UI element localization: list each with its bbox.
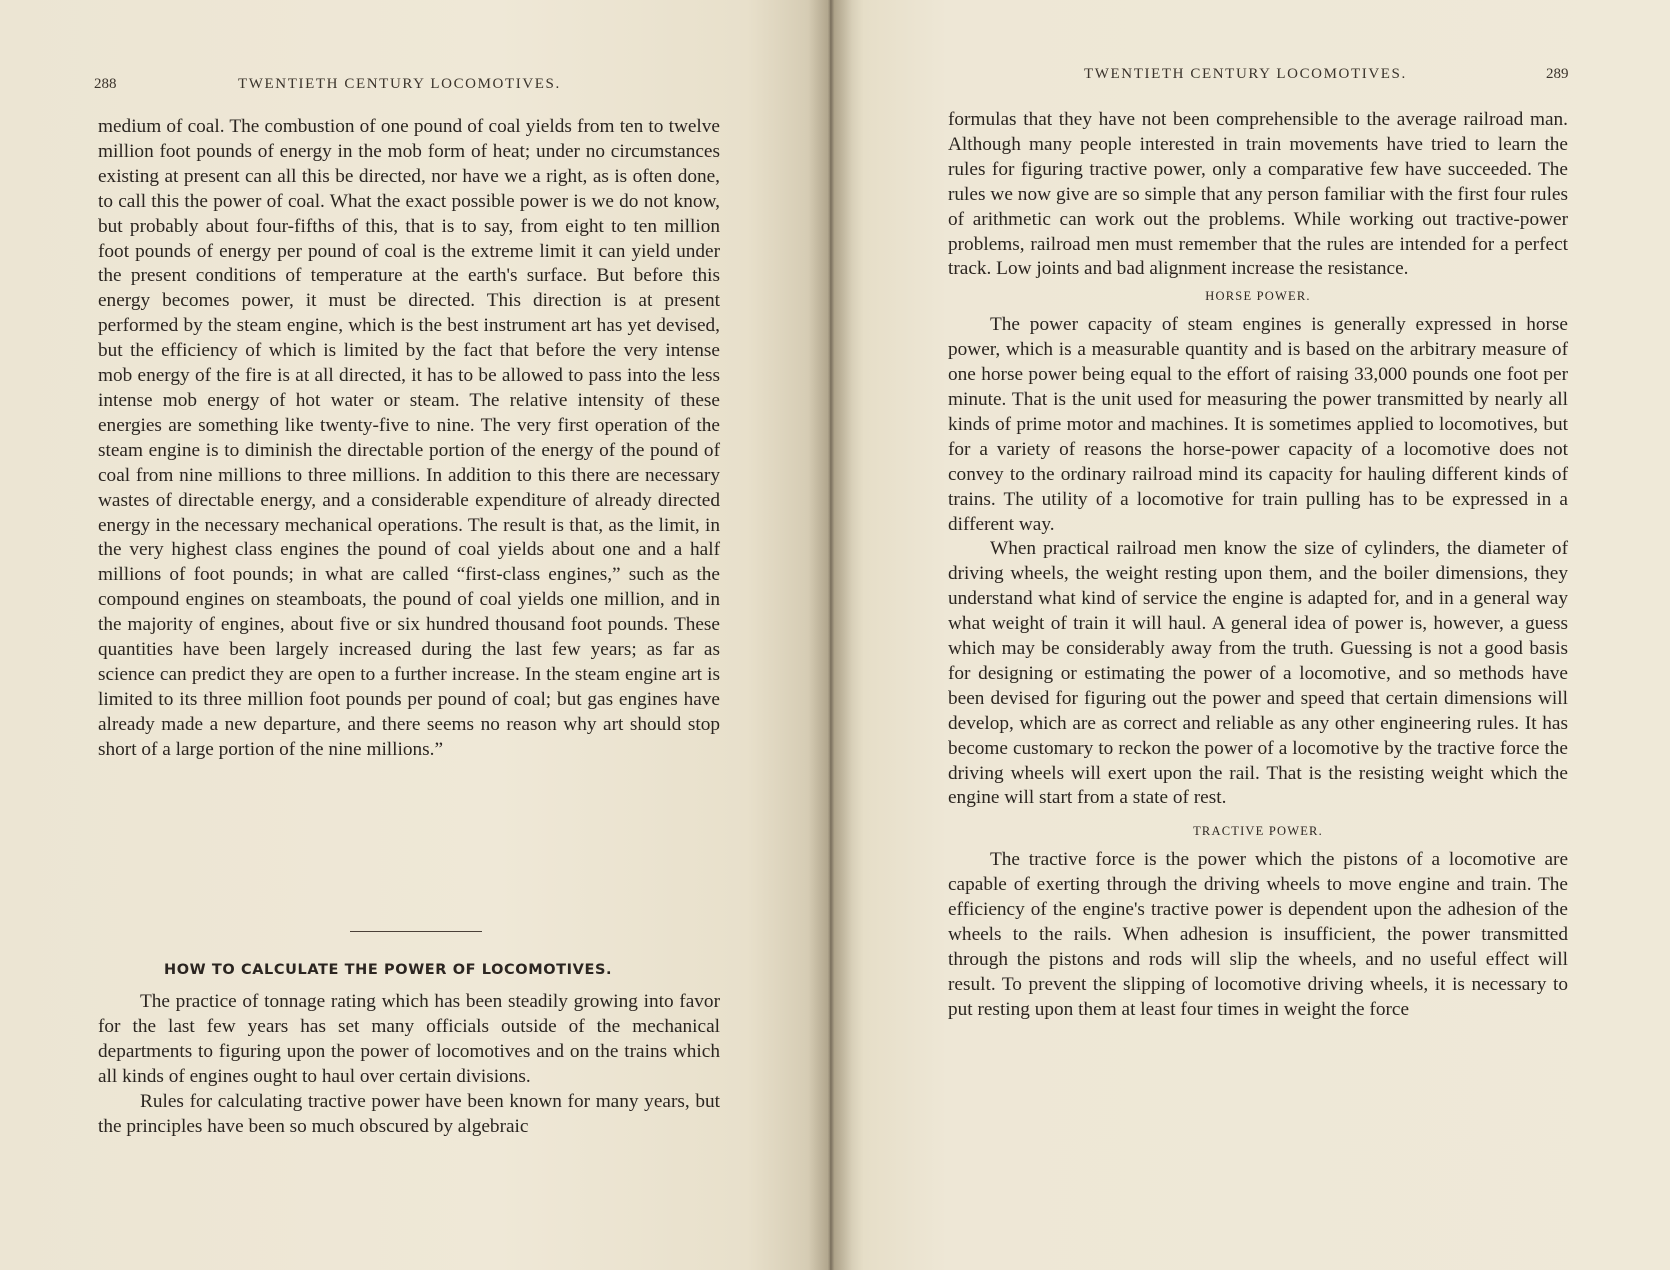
subhead-tractive-power: TRACTIVE POWER. bbox=[1193, 824, 1323, 839]
book-gutter bbox=[808, 0, 852, 1270]
continued-paragraph: formulas that they have not been comprehensible to the average railroad man. Although many people interested in train movements have tried to learn the rules for figuring tractive power, only a comparative few have succeeded. The rules we now give are so simple that any person familiar with the first four rules of arithmetic can work out the problems. While working out tractive-power problems, railroad men must remember that the rules are intended for a perfect track. Low joints and bad alignment increase the resistance. bbox=[948, 109, 1568, 280]
left-text-block bbox=[98, 115, 720, 763]
paragraph: Rules for calculating tractive power have been known for many years, but the principles have been so much obscured by algebraic bbox=[98, 1090, 720, 1137]
paragraph: When practical railroad men know the size of cylinders, the diameter of driving wheels, the weight resting upon them, and the boiler dimensions, they understand what kind of service the engine is adapted for, and in a general way what weight of train it will haul. A general idea of power is, however, a guess which may be considerably away from the truth. Guessing is not a good basis for designing or estimating the power of a locomotive, and so methods have been devised for figuring out the power and speed that certain dimensions will develop, which are as correct and reliable as any other engineering rules. It has become customary to reckon the power of a locomotive by the tractive force the driving wheels will exert upon the rail. That is the resisting weight which the engine will start from a state of rest. bbox=[948, 538, 1568, 809]
paragraph: The power capacity of steam engines is generally expressed in horse power, which is a measurable quantity and is based on the arbitrary measure of one horse power being equal to the effort of raising 33,000 pounds one foot per minute. That is the unit used for measuring the power transmitted by nearly all kinds of prime motor and machines. It is sometimes applied to locomotives, but for a variety of reasons the horse-power capacity of a locomotive does not convey to the ordinary railroad mind its capacity for hauling different kinds of trains. The utility of a locomotive for train pulling has to be expressed in a different way. bbox=[948, 314, 1568, 535]
paragraph: The tractive force is the power which the pistons of a locomotive are capable of exerting through the driving wheels to move engine and train. The efficiency of the engine's tractive power is dependent upon the adhesion of the wheels to the rails. When adhesion is insufficient, the power transmitted through the pistons and rods will slip the wheels, and no useful effect will result. To prevent the slipping of locomotive driving wheels, it is necessary to put resting upon them at least four times in weight the force bbox=[948, 849, 1568, 1020]
section-title: HOW TO CALCULATE THE POWER OF LOCOMOTIVES. bbox=[164, 962, 613, 978]
continued-paragraph: medium of coal. The combustion of one pound of coal yields from ten to twelve million foot pounds of energy in the mob form of heat; under no circumstances existing at present can all this be directed, nor have we a right, as is often done, to call this the power of coal. What the exact possible power is we do not know, but probably about four-fifths of this, that is to say, from eight to ten million foot pounds of energy per pound of coal is the extreme limit it can yield under the present conditions of temperature at the earth's surface. But before this energy becomes power, it must be directed. This direction is at present performed by the steam engine, which is the best instrument art has yet devised, but the efficiency of which is limited by the fact that before the very intense mob energy of the fire is at all directed, it has to be allowed to pass into the less intense mob energy of hot water or steam. The relative intensity of these energies are something like twenty-five to nine. The very first operation of the steam engine is to diminish the directable portion of the energy of the pound of coal from nine millions to three millions. In addition to this there are necessary wastes of directable energy, and a considerable expenditure of already directed energy in the necessary mechanical operations. The result is that, as the limit, in the very highest class engines the pound of coal yields about one and a half millions of foot pounds; in what are called “first-class engines,” such as the compound engines on steamboats, the pound of coal yields one million, and in the majority of engines, about five or six hundred thousand foot pounds. These quantities have been largely increased during the last few years; as far as science can predict they are open to a further increase. In the steam engine art is limited to its three million foot pounds per pound of coal; but gas engines have already made a new departure, and there seems no reason why art should stop short of a large portion of the nine millions.” bbox=[98, 116, 720, 760]
right-page-number: 289 bbox=[1546, 66, 1569, 82]
subhead-horse-power: HORSE POWER. bbox=[1205, 289, 1311, 304]
right-page bbox=[830, 0, 1670, 1270]
right-text-block bbox=[948, 108, 1568, 1023]
right-running-head: TWENTIETH CENTURY LOCOMOTIVES. bbox=[1084, 66, 1407, 82]
paragraph: The practice of tonnage rating which has been steadily growing into favor for the last few years has set many officials outside of the mechanical departments to figuring upon the power of locomotives and on the trains which all kinds of engines ought to haul over certain divisions. bbox=[98, 991, 720, 1087]
left-running-head: TWENTIETH CENTURY LOCOMOTIVES. bbox=[238, 76, 561, 92]
left-page-number: 288 bbox=[94, 76, 117, 92]
left-section-text bbox=[98, 990, 720, 1139]
section-divider bbox=[350, 931, 482, 932]
left-page bbox=[0, 0, 830, 1270]
